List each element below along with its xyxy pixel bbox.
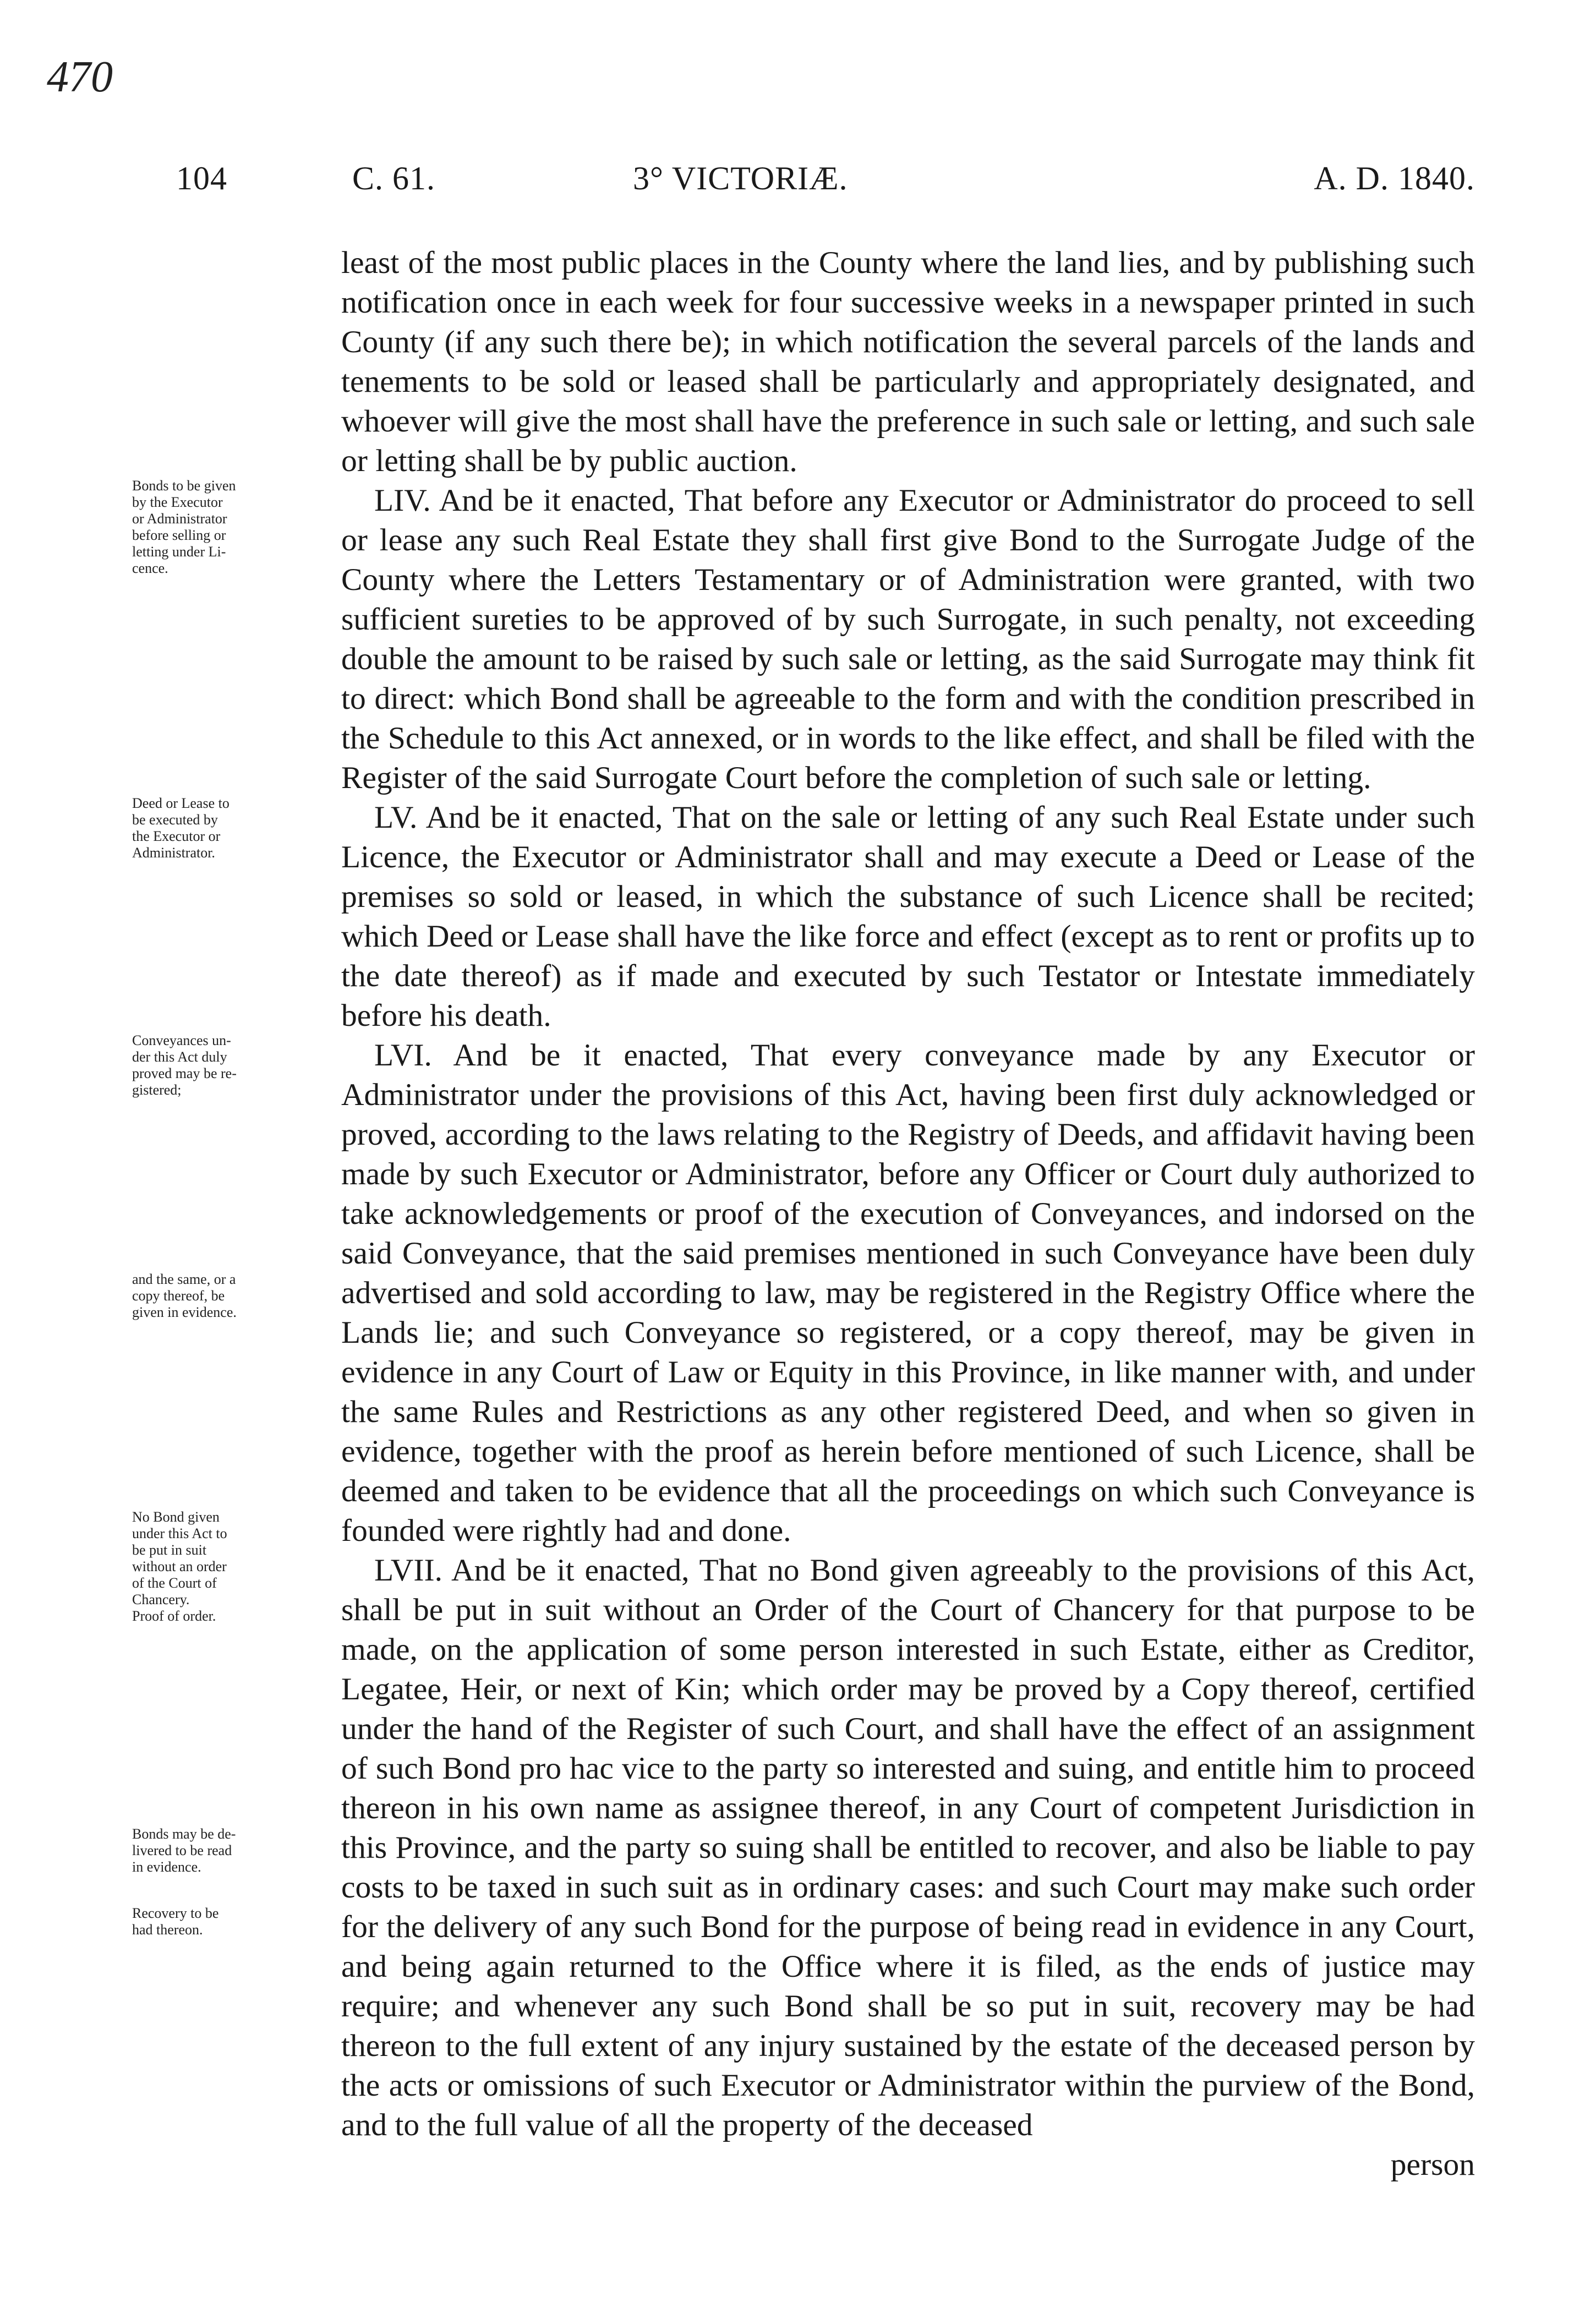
margin-note-line: Deed or Lease to <box>132 795 229 811</box>
margin-note-line: Chancery. <box>132 1592 190 1607</box>
margin-note-line: Bonds may be de- <box>132 1826 236 1842</box>
margin-note-line: without an order <box>132 1558 227 1574</box>
margin-note-line: der this Act duly <box>132 1049 227 1065</box>
folio-mark: 470 <box>47 53 113 101</box>
margin-note-line: Conveyances un- <box>132 1032 231 1048</box>
margin-note-bonds-given <box>132 478 319 577</box>
reign-title: 3° VICTORIÆ. <box>633 160 848 196</box>
margin-note-line: be put in suit <box>132 1542 207 1558</box>
margin-note-line: and the same, or a <box>132 1271 236 1287</box>
margin-note-line: the Executor or <box>132 828 221 844</box>
chapter-number: C. 61. <box>352 160 436 196</box>
margin-note-line: Proof of order. <box>132 1608 216 1624</box>
margin-note-recovery <box>132 1905 319 1938</box>
margin-note-line: livered to be read <box>132 1842 232 1858</box>
margin-note-deed-or-lease <box>132 795 319 861</box>
margin-note-line: before selling or <box>132 527 226 543</box>
margin-note-no-bond-suit <box>132 1509 319 1625</box>
catchword: person <box>1390 2147 1475 2182</box>
margin-note-line: Recovery to be <box>132 1905 219 1921</box>
margin-note-line: cence. <box>132 560 168 576</box>
margin-note-line: No Bond given <box>132 1509 220 1525</box>
margin-note-bonds-delivered <box>132 1826 319 1875</box>
margin-note-line: letting under Li- <box>132 544 226 560</box>
margin-note-line: or Administrator <box>132 511 227 527</box>
margin-note-evidence <box>132 1271 319 1321</box>
running-header <box>176 160 1475 209</box>
margin-note-line: of the Court of <box>132 1575 217 1591</box>
margin-note-line: Administrator. <box>132 845 215 861</box>
section-lv: LV. And be it enacted, That on the sale or letting of any such Real Estate under such Licence, the Executor or Administrator shall and may execute a Deed or Lease of the premises so sold or leased, in which the substance of such Licence shall be recited; which Deed or Lease shall have the like force and effect (except as to rent or profits up to the date thereof) as if made and executed by such Testator or Intestate immediately before his death. <box>341 800 1475 1033</box>
margin-note-line: had thereon. <box>132 1922 203 1938</box>
margin-note-line: Bonds to be given <box>132 478 236 494</box>
margin-note-line: proved may be re- <box>132 1065 237 1081</box>
margin-note-line: by the Executor <box>132 494 223 510</box>
margin-note-line: in evidence. <box>132 1859 201 1875</box>
margin-note-line: given in evidence. <box>132 1304 237 1320</box>
page-number: 104 <box>176 160 227 196</box>
section-liv: LIV. And be it enacted, That before any Executor or Administrator do proceed to sell or lease any such Real Estate they shall first give Bond to the Surrogate Judge of the County where the Letters Testamentary or of Administration were granted, with two sufficient sureties to be approved of by such Surrogate, in such penalty, not exceeding double the amount to be raised by such sale or letting, as the said Surrogate may think fit to direct: which Bond shall be agreeable to the form and with the condition prescribed in the Schedule to this Act annexed, or in words to the like effect, and shall be filed with the Register of the said Surrogate Court before the completion of such sale or letting. <box>341 483 1475 795</box>
year: A. D. 1840. <box>1314 160 1475 196</box>
margin-note-line: be executed by <box>132 812 218 828</box>
section-lvi: LVI. And be it enacted, That every conveyance made by any Executor or Administrator under the provisions of this Act, having been first duly acknowledged or proved, according to the laws relating to the Registry of Deeds, and affidavit having been made by such Executor or Administrator, before any Officer or Court duly authorized to take acknowledgements or proof of the execution of Conveyances, and indorsed on the said Conveyance, that the said premises mentioned in such Conveyance have been duly advertised and sold according to law, may be registered in the Registry Office where the Lands lie; and such Conveyance so registered, or a copy thereof, may be given in evidence in any Court of Law or Equity in this Province, in like manner with, and under the same Rules and Restrictions as any other registered Deed, and when so given in evidence, together with the proof as herein before mentioned of such Licence, shall be deemed and taken to be evidence that all the proceedings on which such Conveyance is founded were rightly had and done. <box>341 1038 1475 1548</box>
margin-note-conveyances <box>132 1032 319 1098</box>
statute-text <box>341 243 1475 2185</box>
section-lvii: LVII. And be it enacted, That no Bond given agreeably to the provisions of this Act, shall be put in suit without an Order of the Court of Chancery for that purpose to be made, on the application of some person interested in such Estate, either as Creditor, Legatee, Heir, or next of Kin; which order may be proved by a Copy thereof, certified under the hand of the Register of such Court, and shall have the effect of an assignment of such Bond pro hac vice to the party so interested and suing, and entitle him to proceed thereon in his own name as assignee thereof, in any Court of competent Jurisdiction in this Province, and the party so suing shall be entitled to recover, and also be liable to pay costs to be taxed in such suit as in ordinary cases: and such Court may make such order for the delivery of any such Bond for the purpose of being read in evidence in any Court, and being again returned to the Office where it is filed, as the ends of justice may require; and whenever any such Bond shall be so put in suit, recovery may be had thereon to the full extent of any injury sustained by the estate of the deceased person by the acts or omissions of such Executor or Administrator within the purview of the Bond, and to the full value of all the property of the deceased <box>341 1553 1475 2142</box>
paragraph-continuation: least of the most public places in the County where the land lies, and by publishing such notification once in each week for four successive weeks in a newspaper printed in such County (if any such there be); in which notification the several parcels of the lands and tenements to be sold or leased shall be particularly and appropriately designated, and whoever will give the most shall have the preference in such sale or letting, and such sale or letting shall be by public auction. <box>341 245 1475 478</box>
margin-note-line: gistered; <box>132 1082 182 1098</box>
margin-note-line: copy thereof, be <box>132 1288 225 1304</box>
margin-note-line: under this Act to <box>132 1525 227 1541</box>
